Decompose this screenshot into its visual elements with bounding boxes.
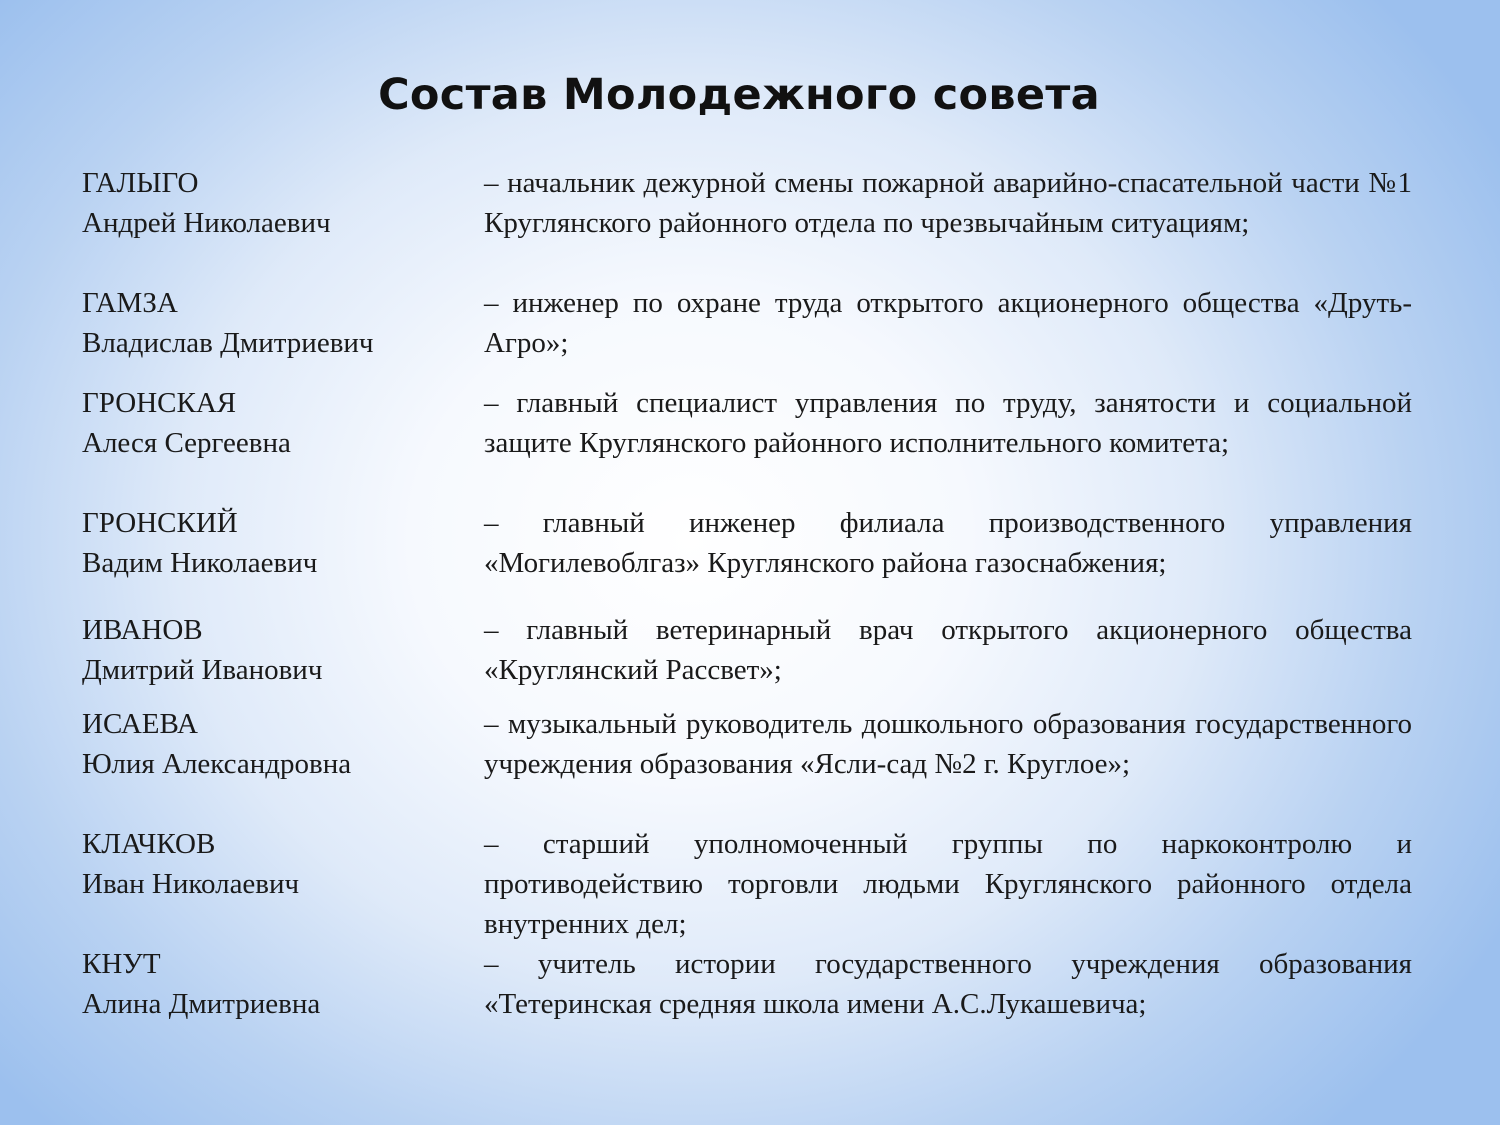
member-name bbox=[82, 383, 472, 463]
member-surname: ИСАЕВА bbox=[82, 708, 198, 740]
member-description: – музыкальный руководитель дошкольного образования государственного учреждения образования «Ясли-сад №2 г. Круглое»; bbox=[484, 708, 1412, 780]
member-given-name: Алина Дмитриевна bbox=[82, 988, 321, 1020]
member-name bbox=[82, 283, 472, 363]
member-name bbox=[82, 824, 472, 904]
member-given-name: Андрей Николаевич bbox=[82, 207, 331, 239]
member-given-name: Дмитрий Иванович bbox=[82, 654, 323, 686]
member-name bbox=[82, 704, 472, 784]
member-description: – старший уполномоченный группы по наркоконтролю и противодействию торговли людьми Круглянского районного отдела внутренних дел; bbox=[484, 828, 1412, 940]
member-description: – главный специалист управления по труду, занятости и социальной защите Круглянского районного исполнительного комитета; bbox=[484, 387, 1412, 459]
member-given-name: Иван Николаевич bbox=[82, 868, 300, 900]
member-given-name: Юлия Александровна bbox=[82, 748, 352, 780]
member-name bbox=[82, 610, 472, 690]
member-name bbox=[82, 503, 472, 583]
member-surname: КНУТ bbox=[82, 948, 161, 980]
member-description: – инженер по охране труда открытого акционерного общества «Друть-Агро»; bbox=[484, 287, 1412, 359]
member-description: – главный инженер филиала производственного управления «Могилевоблгаз» Круглянского района газоснабжения; bbox=[484, 507, 1412, 579]
member-given-name: Алеся Сергеевна bbox=[82, 427, 291, 459]
member-surname: ГРОНСКАЯ bbox=[82, 387, 237, 419]
member-description: – учитель истории государственного учреждения образования «Тетеринская средняя школа имени А.С.Лукашевича; bbox=[484, 948, 1412, 1020]
member-surname: ИВАНОВ bbox=[82, 614, 203, 646]
member-surname: ГРОНСКИЙ bbox=[82, 507, 238, 539]
member-surname: КЛАЧКОВ bbox=[82, 828, 216, 860]
member-name bbox=[82, 944, 472, 1024]
member-given-name: Вадим Николаевич bbox=[82, 547, 318, 579]
member-name bbox=[82, 163, 472, 243]
page-title: Состав Молодежного совета bbox=[378, 70, 1100, 120]
member-surname: ГАЛЫГО bbox=[82, 167, 199, 199]
member-description: – главный ветеринарный врач открытого акционерного общества «Круглянский Рассвет»; bbox=[484, 614, 1412, 686]
member-surname: ГАМЗА bbox=[82, 287, 178, 319]
member-given-name: Владислав Дмитриевич bbox=[82, 327, 374, 359]
member-description: – начальник дежурной смены пожарной аварийно-спасательной части №1 Круглянского районного отдела по чрезвычайным ситуациям; bbox=[484, 167, 1412, 239]
